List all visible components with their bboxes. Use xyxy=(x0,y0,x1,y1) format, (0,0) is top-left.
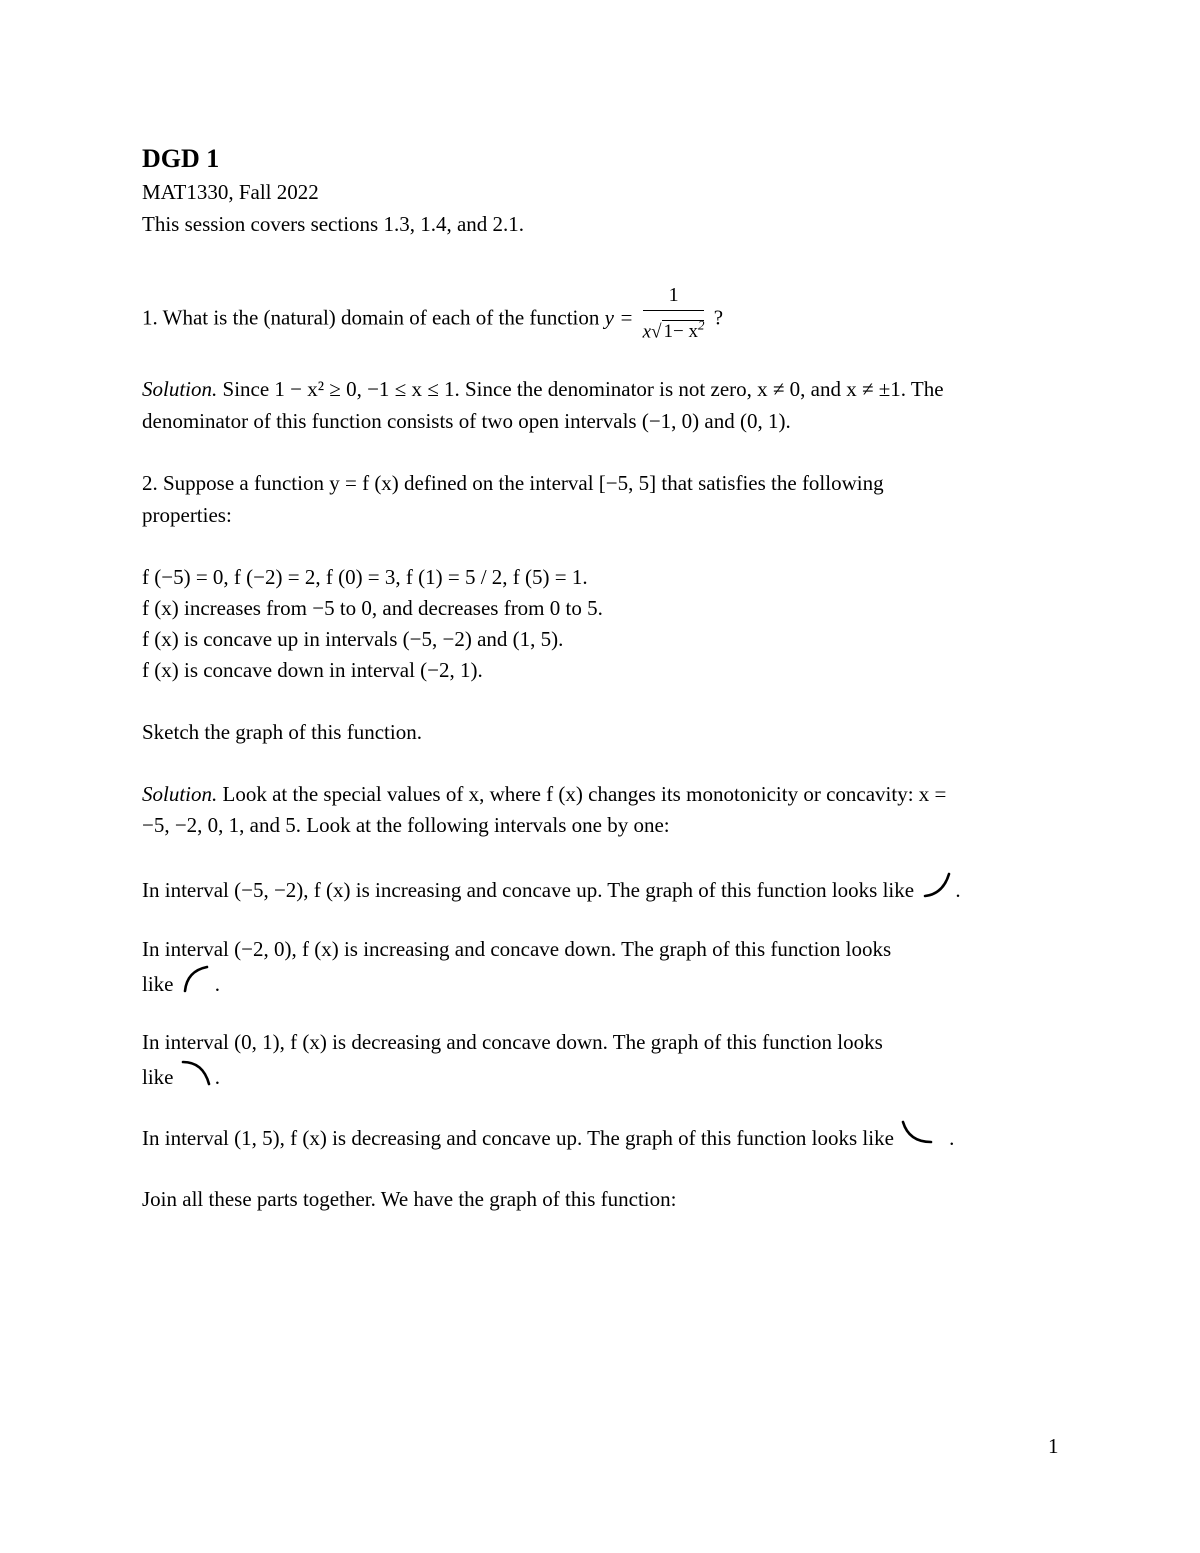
sketch-task: Sketch the graph of this function. xyxy=(142,720,422,744)
page-number: 1 xyxy=(1048,1434,1059,1458)
sqrt-radicand xyxy=(662,320,705,342)
interval-4-line xyxy=(142,1122,954,1158)
interval-4-text: In interval (1, 5), f (x) is decreasing and concave up. The graph of this function looks like xyxy=(142,1125,900,1150)
decreasing-concave-down-curve-icon xyxy=(179,1056,215,1094)
question-1 xyxy=(142,284,724,351)
solution-1-text-1: Since 1 − x² ≥ 0, −1 ≤ x ≤ 1. Since the denominator is not zero, x ≠ 0, and x ≠ ±1. The xyxy=(217,377,944,401)
question-1-fraction xyxy=(643,282,705,345)
property-2: f (x) increases from −5 to 0, and decreases from 0 to 5. xyxy=(142,596,603,620)
join-parts-line: Join all these parts together. We have the graph of this function: xyxy=(142,1187,677,1211)
course-line: MAT1330, Fall 2022 xyxy=(142,180,319,204)
interval-2-line-1: In interval (−2, 0), f (x) is increasing and concave down. The graph of this function looks xyxy=(142,937,892,961)
decreasing-concave-up-curve-icon xyxy=(899,1118,937,1154)
question-2-line-2: properties: xyxy=(142,503,232,527)
solution-1-line-2: denominator of this function consists of two open intervals (−1, 0) and (0, 1). xyxy=(142,409,791,433)
solution-2-label: Solution. xyxy=(142,782,218,806)
interval-3-like: like xyxy=(142,1064,179,1089)
interval-3-period: . xyxy=(214,1064,220,1089)
interval-2-like: like xyxy=(142,971,179,996)
solution-1-label: Solution. xyxy=(142,377,218,401)
radicand-exponent: 2 xyxy=(697,318,705,333)
interval-1-text: In interval (−5, −2), f (x) is increasing and concave up. The graph of this function looks like xyxy=(142,877,920,902)
property-3: f (x) is concave up in intervals (−5, −2) and (1, 5). xyxy=(142,627,564,651)
increasing-concave-up-curve-icon xyxy=(919,870,955,906)
interval-1-period: . xyxy=(955,877,961,902)
interval-3-line-1: In interval (0, 1), f (x) is decreasing and concave down. The graph of this function looks xyxy=(142,1030,883,1054)
interval-4-period: . xyxy=(949,1125,955,1150)
question-1-lhs: y = xyxy=(604,305,634,330)
interval-1-line xyxy=(142,874,961,910)
document-title: DGD 1 xyxy=(142,144,220,173)
interval-2-line-2 xyxy=(142,967,220,1005)
interval-3-line-2 xyxy=(142,1060,220,1098)
question-1-prompt: 1. What is the (natural) domain of each of the function xyxy=(142,305,605,330)
property-4: f (x) is concave down in interval (−2, 1). xyxy=(142,658,483,682)
fraction-denominator xyxy=(643,311,705,345)
solution-2-text-1: Look at the special values of x, where f (x) changes its monotonicity or concavity: x = xyxy=(217,782,947,806)
solution-1-line-1 xyxy=(142,376,944,402)
solution-2-line-1 xyxy=(142,781,946,807)
fraction-numerator: 1 xyxy=(643,282,705,311)
coverage-line: This session covers sections 1.3, 1.4, and 2.1. xyxy=(142,212,525,236)
question-2-line-1: 2. Suppose a function y = f (x) defined on the interval [−5, 5] that satisfies the following xyxy=(142,471,884,495)
solution-2-line-2: −5, −2, 0, 1, and 5. Look at the following intervals one by one: xyxy=(142,813,670,837)
denominator-x: x xyxy=(642,321,652,343)
property-1: f (−5) = 0, f (−2) = 2, f (0) = 3, f (1) = 5 / 2, f (5) = 1. xyxy=(142,565,588,589)
interval-2-period: . xyxy=(214,971,220,996)
question-1-end: ? xyxy=(713,305,724,330)
radicand-text: 1− x xyxy=(663,321,698,343)
sqrt-symbol: √ xyxy=(651,321,662,343)
increasing-concave-down-curve-icon xyxy=(179,963,215,1001)
